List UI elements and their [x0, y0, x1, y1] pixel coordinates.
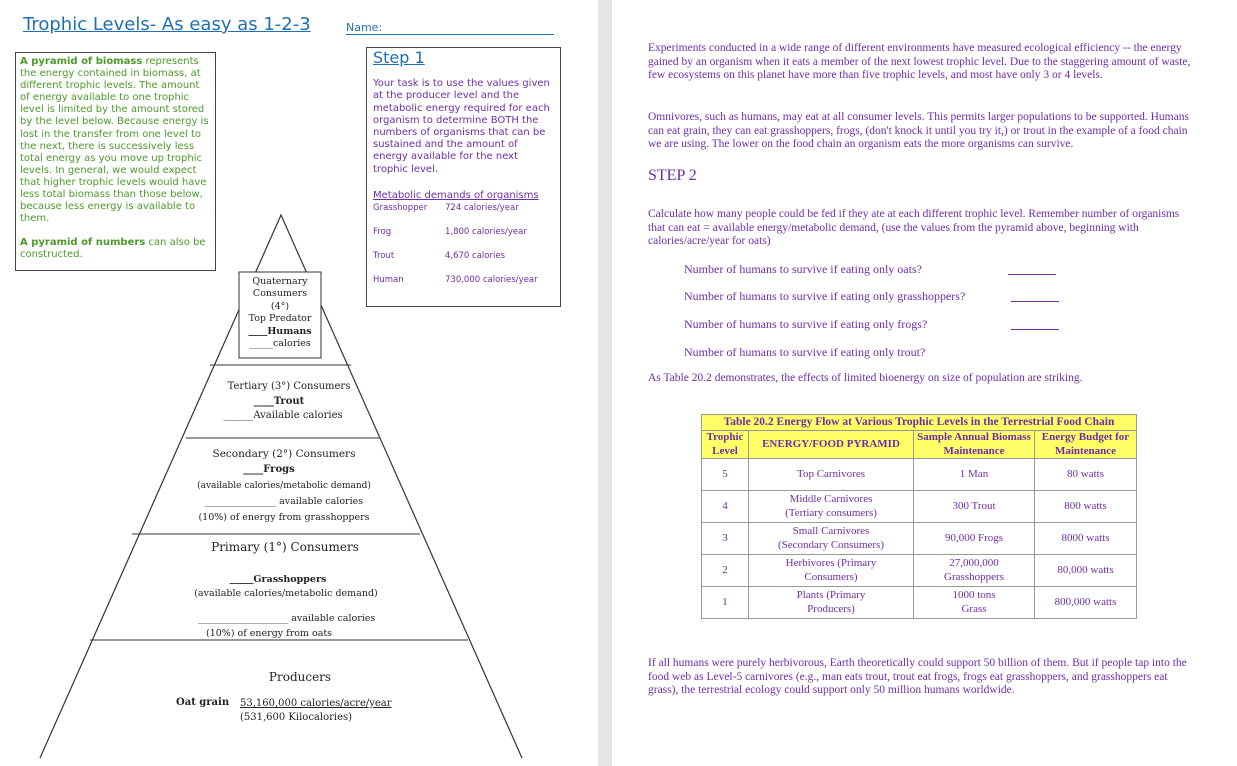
- energy-flow-table: [701, 414, 1137, 619]
- primary-efficiency: (10%) of energy from oats: [206, 628, 333, 639]
- worksheet-page-left: [0, 0, 598, 766]
- page-title: Trophic Levels- As easy as 1-2-3: [23, 14, 311, 35]
- table-cell: 800 watts: [1035, 491, 1137, 523]
- oat-kilocalories-value: (531,600 Kilocalories): [240, 712, 353, 723]
- table-caption-row: [702, 415, 1137, 431]
- answer-grasshoppers-blank[interactable]: [1011, 301, 1059, 302]
- primary-level: [170, 573, 402, 600]
- biomass-term: A pyramid of biomass: [20, 56, 143, 67]
- table-cell: 27,000,000 Grasshoppers: [914, 555, 1035, 587]
- answer-oats-blank[interactable]: [1008, 274, 1056, 275]
- table-cell: 8000 watts: [1035, 523, 1137, 555]
- human-calories-blank[interactable]: _____calories: [249, 338, 311, 350]
- table-row: [702, 459, 1137, 491]
- numbers-term: A pyramid of numbers: [20, 237, 146, 249]
- grasshopper-calories-blank[interactable]: ___________________ available calories: [198, 613, 376, 624]
- question-trout: Number of humans to survive if eating only trout?: [684, 345, 926, 359]
- quaternary-line: Top Predator: [248, 313, 312, 325]
- omnivores-paragraph: Omnivores, such as humans, may eat at all consumer levels. This permits larger populations to be supported. Humans can eat grain, they can eat grasshoppers, frogs, (don't knock it until you try it,) or trout in the example of a food chain we are using. The lower on the food chain an organism eats the more organisms can survive.: [648, 111, 1189, 151]
- table-cell: Middle Carnivores (Tertiary consumers): [749, 491, 914, 523]
- table-cell: 80 watts: [1035, 459, 1137, 491]
- tertiary-level: [200, 380, 378, 424]
- demand-value: 1,800 calories/year: [445, 227, 527, 238]
- table-cell: 800,000 watts: [1035, 587, 1137, 619]
- step1-title: Step 1: [373, 48, 425, 67]
- table-cell: 300 Trout: [914, 491, 1035, 523]
- table-row: [702, 523, 1137, 555]
- question-grasshoppers: Number of humans to survive if eating only grasshoppers?: [684, 289, 966, 303]
- producers-heading: Producers: [268, 670, 332, 684]
- quaternary-level: [239, 276, 321, 350]
- demand-organism: Grasshopper: [373, 203, 428, 214]
- oat-grain-label: Oat grain: [176, 697, 230, 708]
- grasshoppers-blank[interactable]: _____Grasshoppers: [229, 574, 327, 585]
- oat-calories-value: 53,160,000 calories/acre/year: [240, 698, 392, 709]
- secondary-formula: (available calories/metabolic demand): [197, 481, 371, 491]
- worksheet-page-right: [612, 0, 1237, 766]
- table-cell: Top Carnivores: [749, 459, 914, 491]
- humans-blank[interactable]: ____Humans: [248, 325, 312, 337]
- table-header: Trophic Level: [702, 431, 749, 459]
- quaternary-line: Quaternary: [252, 276, 308, 287]
- table-cell: 90,000 Frogs: [914, 523, 1035, 555]
- primary-level-lower: [198, 611, 388, 641]
- demand-organism: Frog: [373, 227, 392, 238]
- question-frogs: Number of humans to survive if eating only frogs?: [684, 317, 928, 331]
- efficiency-paragraph: Experiments conducted in a wide range of different environments have measured ecological efficiency -- the energy gained by an organism when it eats a member of the next lowest trophic level. Due to the staggering amount of waste, few ecosystems on this planet have more than five trophic levels, and most have only 3 or 4 levels.: [648, 42, 1191, 82]
- table-row: [702, 491, 1137, 523]
- frog-calories-blank[interactable]: _______________ available calories: [204, 496, 364, 507]
- table-cell: 1: [702, 587, 749, 619]
- name-label: Name:: [346, 21, 383, 34]
- table-cell: 4: [702, 491, 749, 523]
- step1-instructions: Your task is to use the values given at the producer level and the metabolic energy required for each organism to determine BOTH the numbers of organisms that can be sustained and the amount of energy available for the next trophic level.: [373, 78, 550, 175]
- table-intro: As Table 20.2 demonstrates, the effects of limited bioenergy on size of population are striking.: [648, 372, 1083, 384]
- producers-values: [240, 697, 392, 725]
- table-header-row: [702, 431, 1137, 459]
- primary-heading-wrap: [130, 540, 440, 554]
- table-caption: Table 20.2 Energy Flow at Various Trophic Levels in the Terrestrial Food Chain: [702, 415, 1137, 431]
- table-cell: Herbivores (Primary Consumers): [749, 555, 914, 587]
- table-cell: Plants (Primary Producers): [749, 587, 914, 619]
- trout-blank[interactable]: ____Trout: [253, 395, 305, 407]
- table-cell: 1 Man: [914, 459, 1035, 491]
- closing-paragraph: If all humans were purely herbivorous, Earth theoretically could support 50 billion of them. But if people tap into the food web as Level-5 carnivores (e.g., man eats trout, trout eat frogs, frogs eat grasshoppers, and grasshoppers eat grass), the terrestrial ecology could support only 50 million humans worldwide.: [648, 657, 1187, 697]
- demand-organism: Trout: [373, 251, 395, 262]
- table-header: ENERGY/FOOD PYRAMID: [749, 431, 914, 459]
- table-cell: 5: [702, 459, 749, 491]
- numbers-text: can also be constructed.: [20, 237, 206, 261]
- secondary-heading: Secondary (2°) Consumers: [212, 448, 356, 460]
- demand-value: 4,670 calories: [445, 251, 505, 262]
- demand-value: 724 calories/year: [445, 203, 519, 214]
- primary-heading: Primary (1°) Consumers: [211, 540, 359, 554]
- table-cell: 2: [702, 555, 749, 587]
- step2-title: STEP 2: [648, 167, 697, 184]
- table-cell: 80,000 watts: [1035, 555, 1137, 587]
- producers-heading-wrap: [200, 670, 400, 684]
- demand-value: 730,000 calories/year: [445, 275, 538, 286]
- table-row: [702, 555, 1137, 587]
- secondary-level: [168, 446, 400, 526]
- question-oats: Number of humans to survive if eating only oats?: [684, 262, 922, 276]
- answer-frogs-blank[interactable]: [1011, 329, 1059, 330]
- trout-calories-blank[interactable]: ______Available calories: [223, 410, 343, 421]
- demand-organism: Human: [373, 275, 404, 286]
- quaternary-line: (4°): [270, 300, 290, 312]
- metabolic-demands-title: Metabolic demands of organisms: [373, 189, 539, 201]
- quaternary-line: Consumers: [252, 288, 308, 300]
- tertiary-heading: Tertiary (3°) Consumers: [227, 381, 351, 392]
- table-cell: Small Carnivores (Secondary Consumers): [749, 523, 914, 555]
- table-row: [702, 587, 1137, 619]
- table-cell: 1000 tons Grass: [914, 587, 1035, 619]
- table-header: Energy Budget for Maintenance: [1035, 431, 1137, 459]
- step2-instructions: Calculate how many people could be fed if they ate at each different trophic level. Remember number of organisms that can eat = available energy/metabolic demand, (use the values from the pyramid above, beginning with calories/acre/year for oats): [648, 208, 1180, 248]
- primary-formula: (available calories/metabolic demand): [194, 587, 378, 599]
- frogs-blank[interactable]: ____Frogs: [243, 464, 295, 475]
- table-cell: 3: [702, 523, 749, 555]
- secondary-efficiency: (10%) of energy from grasshoppers: [198, 512, 370, 523]
- table-header: Sample Annual Biomass Maintenance: [914, 431, 1035, 459]
- biomass-text: represents the energy contained in biomass, at different trophic levels. The amount of energy available to one trophic level is limited by the amount stored by the level below. Because energy is lost in the transfer from one level to the next, there is successively less total energy as you move up trophic levels. In general, we would expect that higher trophic levels would have less total biomass than those below, because less energy is available to them.: [20, 56, 209, 225]
